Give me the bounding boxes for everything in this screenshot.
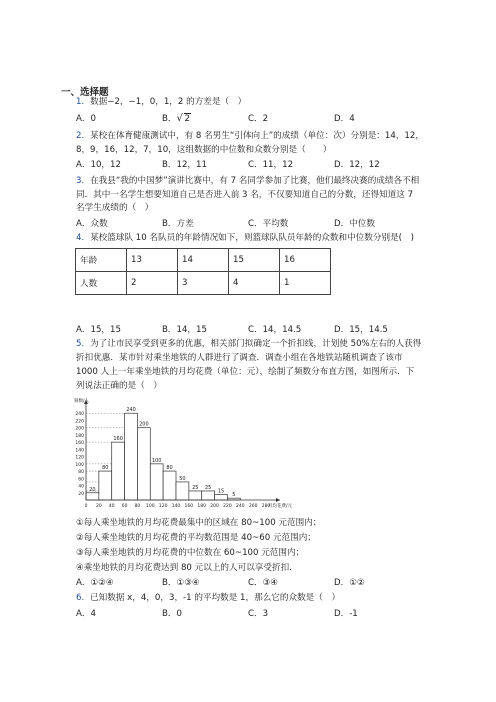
histogram-bar (125, 413, 138, 500)
bar-value-label: 80 (102, 465, 109, 472)
statement-4: ④乘坐地铁的月均花费达到 80 元以上的人可以享受折扣. (76, 563, 292, 573)
y-tick-label: 100 (75, 462, 84, 468)
y-tick-label: 200 (75, 426, 84, 432)
question-3-line-1 (76, 176, 419, 187)
x-tick-label: 20 (95, 504, 102, 509)
q1-text-after: ，0，1，2 的方差是（ ） (141, 97, 247, 107)
y-tick-label: 220 (75, 419, 84, 425)
q2-option-d: D．12，12 (334, 160, 380, 170)
y-tick-label: 40 (78, 484, 84, 490)
x-tick-label: 120 (158, 504, 168, 509)
statement-3: ③每人乘坐地铁的月均花费的中位数在 60~100 元范围内； (76, 548, 305, 558)
q1-minus: − (128, 97, 136, 107)
table-cell: 16 (280, 249, 331, 272)
question-number: 5． (76, 339, 91, 349)
x-tick-label: 100 (145, 504, 155, 509)
q3-text-line-1: 在我县“我的中国梦”演讲比赛中，有 7 名同学参加了比赛，他们最终决赛的成绩各不相 (90, 176, 420, 186)
hidden-age-12: 12 (0, 0, 2, 1)
q2-option-b: B．12，11 (162, 160, 207, 170)
question-5-line-1 (76, 339, 421, 350)
y-tick-label: 180 (75, 433, 84, 439)
q5-option-a: A．①②④ (76, 578, 114, 588)
age-table (75, 248, 331, 295)
bar-value-label: 80 (166, 465, 173, 472)
y-tick-label: 80 (78, 470, 84, 476)
sqrt-symbol (177, 114, 191, 125)
question-1 (76, 97, 246, 108)
q1-option-b (162, 114, 191, 125)
bar-value-label: 200 (139, 421, 149, 428)
q1-text-before: 数据−2， (90, 97, 129, 107)
bar-value-label: 160 (113, 436, 123, 443)
x-tick-label: 140 (171, 504, 181, 509)
x-tick-label: 220 (223, 504, 232, 509)
table-row (76, 272, 331, 295)
histogram-chart (74, 396, 294, 512)
q4-option-a: A．15，15 (76, 325, 121, 335)
histogram-bar (150, 464, 163, 500)
bar-value-label: 50 (179, 475, 186, 482)
bar-value-label: 25 (204, 484, 212, 491)
x-tick-label: 260 (248, 504, 258, 509)
q6-option-d: D．-1 (334, 609, 358, 619)
q2-text-line-1: 某校在体育健康测试中，有 8 名男生“引体向上”的成绩（单位：次）分别是：14，12， (90, 131, 424, 141)
question-number: 1． (76, 97, 91, 107)
y-tick-label: 160 (75, 441, 84, 447)
table-cell: 14 (178, 249, 229, 272)
question-5-line-2: 折扣优惠．某市针对乘坐地铁的人群进行了调查．调查小组在各地铁站随机调查了该市 (76, 353, 403, 363)
histogram-bar (112, 442, 125, 500)
q1-option-b-label: B． (162, 114, 177, 124)
histogram-bar (99, 471, 112, 500)
statement-1: ①每人乘坐地铁的月均花费最集中的区域在 80~100 元范围内； (76, 518, 322, 528)
question-3-line-3: 名学生成绩的（ ） (76, 203, 154, 213)
q4-option-d: D．15，14.5 (334, 325, 388, 335)
bar-value-label: 100 (151, 457, 162, 464)
q6-option-a: A．4 (76, 609, 96, 619)
x-tick-label: 180 (197, 504, 207, 509)
y-tick-label: 20 (78, 491, 84, 497)
y-tick-label: 240 (75, 412, 84, 418)
table-cell: 4 (229, 272, 280, 295)
q5-option-b: B．①③④ (162, 578, 200, 588)
table-cell: 2 (127, 272, 178, 295)
q1-option-d: D．4 (334, 114, 355, 124)
q3-option-b: B．方差 (162, 219, 194, 229)
histogram-bar (86, 493, 99, 500)
question-3-line-2: 同．其中一名学生想要知道自己是否进入前 3 名，不仅要知道自己的分数，还得知道这 7 (76, 190, 414, 200)
q3-option-a: A．众数 (76, 219, 108, 229)
histogram-bar (215, 495, 228, 500)
q3-option-d: D．中位数 (334, 219, 375, 229)
question-2-line-2: 8，9，16，12，7，10，这组数据的中位数和众数分别是（ ） (76, 145, 332, 155)
bar-value-label: 20 (89, 486, 96, 493)
q4-option-c: C．14，14.5 (248, 325, 302, 335)
q6-text: 已知数据 x，4，0，3，-1 的平均数是 1，那么它的众数是（ ） (90, 593, 341, 603)
x-tick-label: 0 (84, 504, 88, 509)
x-tick-label: 80 (134, 504, 141, 509)
question-number: 3． (76, 176, 91, 186)
question-number: 4． (76, 233, 91, 243)
x-tick-label: 280 (261, 504, 271, 509)
question-4 (76, 233, 414, 244)
q6-option-c: C．3 (248, 609, 269, 619)
table-cell: 1 (280, 272, 331, 295)
table-row (76, 249, 331, 272)
histogram-bar (202, 491, 215, 500)
x-tick-label: 240 (235, 504, 245, 509)
q2-option-a: A．10，12 (76, 160, 121, 170)
x-tick-label: 60 (121, 504, 128, 509)
q5-text-line-1: 为了让市民享受到更多的优惠，相关部门拟确定一个折扣线，计划使 50%左右的人获得 (90, 339, 422, 349)
q5-option-d: D．①② (334, 578, 365, 588)
question-6 (76, 593, 340, 604)
question-2-line-1 (76, 131, 424, 142)
histogram-bar (163, 471, 176, 500)
bar-value-label: 5 (232, 492, 236, 499)
q5-option-c: C．③④ (248, 578, 279, 588)
question-number: 2． (76, 131, 91, 141)
histogram-bar (137, 428, 150, 500)
y-axis-label: 频数/人 (74, 399, 90, 404)
q1-option-a: A．0 (76, 114, 96, 124)
q4-text: 某校篮球队 10 名队员的年龄情况如下，则篮球队队员年龄的众数和中位数分别是( ) (90, 233, 414, 243)
bar-value-label: 240 (126, 407, 136, 414)
q1-option-c: C．2 (248, 114, 269, 124)
statement-2: ②每人乘坐地铁的月均花费的平均数范围是 40~60 元范围内； (76, 533, 316, 543)
y-tick-label: 60 (78, 477, 84, 483)
table-cell: 人数 (76, 272, 127, 295)
y-tick-label: 140 (75, 448, 84, 454)
x-axis-arrow (276, 498, 280, 502)
x-tick-label: 160 (184, 504, 194, 509)
histogram-bar (176, 482, 189, 500)
section-title: 一、选择题 (61, 87, 109, 98)
table-cell: 年龄 (76, 249, 127, 272)
q4-option-b: B．14，15 (162, 325, 207, 335)
q1-one: 1 (135, 97, 142, 107)
question-number: 6． (76, 593, 91, 603)
x-tick-label: 200 (210, 504, 219, 509)
x-axis-label: 月均花费/元 (268, 504, 293, 509)
bar-value-label: 25 (192, 484, 199, 491)
y-tick-label: 120 (75, 455, 84, 461)
bar-value-label: 15 (217, 488, 225, 495)
table-cell: 13 (127, 249, 178, 272)
question-5-line-4: 列说法正确的是（ ） (76, 381, 162, 391)
q6-option-b: B．0 (162, 609, 182, 619)
table-cell: 3 (178, 272, 229, 295)
q1-option-b-radicand: 2 (184, 114, 190, 124)
q3-option-c: C．平均数 (248, 219, 289, 229)
table-cell: 15 (229, 249, 280, 272)
x-tick-label: 40 (108, 504, 115, 509)
histogram-bar (189, 491, 202, 500)
q2-option-c: C．11，12 (248, 160, 294, 170)
question-5-line-3: 1000 人上一年乘坐地铁的月均花费（单位：元），绘制了频数分布直方图，如图所示．下 (76, 367, 415, 377)
